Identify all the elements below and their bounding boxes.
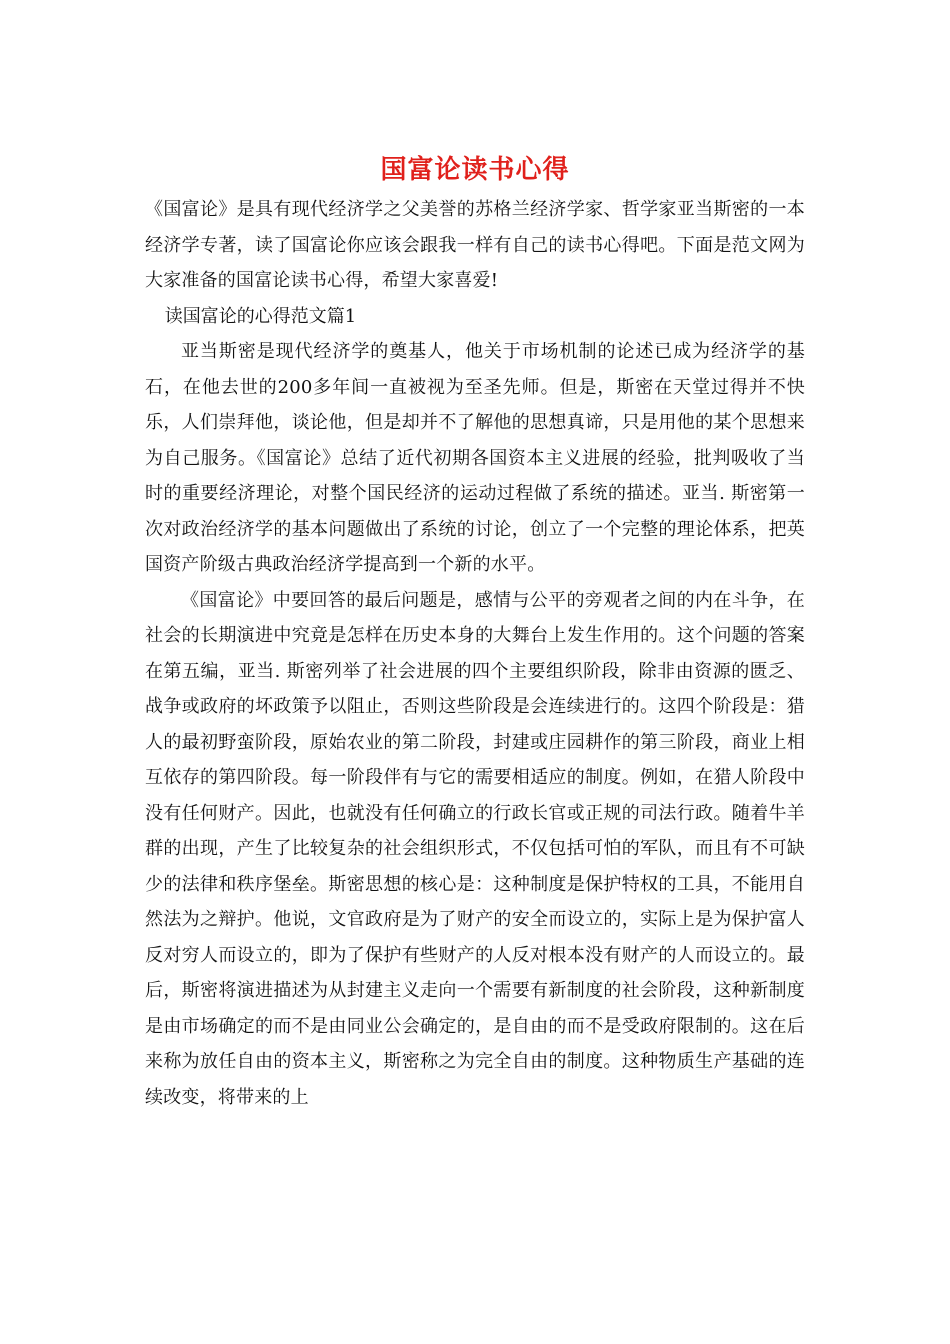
document-page — [145, 148, 805, 1115]
document-title: 国富论读书心得 — [380, 155, 570, 185]
body-paragraph-2: 《国富论》中要回答的最后问题是，感情与公平的旁观者之间的内在斗争，在社会的长期演进中究竟是怎样在历史本身的大舞台上发生作用的。这个问题的答案在第五编，亚当. 斯密列举了社会进展的四个主要组织阶段，除非由资源的匮乏、战争或政府的坏政策予以阻止，否则这些阶段是会连续进行的。这四个阶段是：猎人的最初野蛮阶段，原始农业的第二阶段，封建或庄园耕作的第三阶段，商业上相互依存的第四阶段。每一阶段伴有与它的需要相适应的制度。例如，在猎人阶段中没有任何财产。因此，也就没有任何确立的行政长官或正规的司法行政。随着牛羊群的出现，产生了比较复杂的社会组织形式，不仅包括可怕的军队，而且有不可缺少的法律和秩序堡垒。斯密思想的核心是：这种制度是保护特权的工具，不能用自然法为之辩护。他说，文官政府是为了财产的安全而设立的，实际上是为保护富人反对穷人而设立的，即为了保护有些财产的人反对根本没有财产的人而设立的。最后，斯密将演进描述为从封建主义走向一个需要有新制度的社会阶段，这种新制度是由市场确定的而不是由同业公会确定的，是自由的而不是受政府限制的。这在后来称为放任自由的资本主义，斯密称之为完全自由的制度。这种物质生产基础的连续改变，将带来的上 — [145, 589, 805, 1108]
intro-paragraph: 《国富论》是具有现代经济学之父美誉的苏格兰经济学家、哲学家亚当斯密的一本经济学专著，读了国富论你应该会跟我一样有自己的读书心得吧。下面是范文网为大家准备的国富论读书心得，希望大家喜爱! — [145, 199, 805, 291]
section-heading: 读国富论的心得范文篇1 — [164, 305, 357, 327]
body-paragraph-1: 亚当斯密是现代经济学的奠基人，他关于市场机制的论述已成为经济学的基石，在他去世的200多年间一直被视为至圣先师。但是，斯密在天堂过得并不快乐，人们崇拜他，谈论他，但是却并不了解他的思想真谛，只是用他的某个思想来为自己服务。《国富论》总结了近代初期各国资本主义进展的经验，批判吸收了当时的重要经济理论，对整个国民经济的运动过程做了系统的描述。亚当. 斯密第一次对政治经济学的基本问题做出了系统的讨论，创立了一个完整的理论体系，把英国资产阶级古典政治经济学提高到一个新的水平。 — [145, 341, 805, 575]
